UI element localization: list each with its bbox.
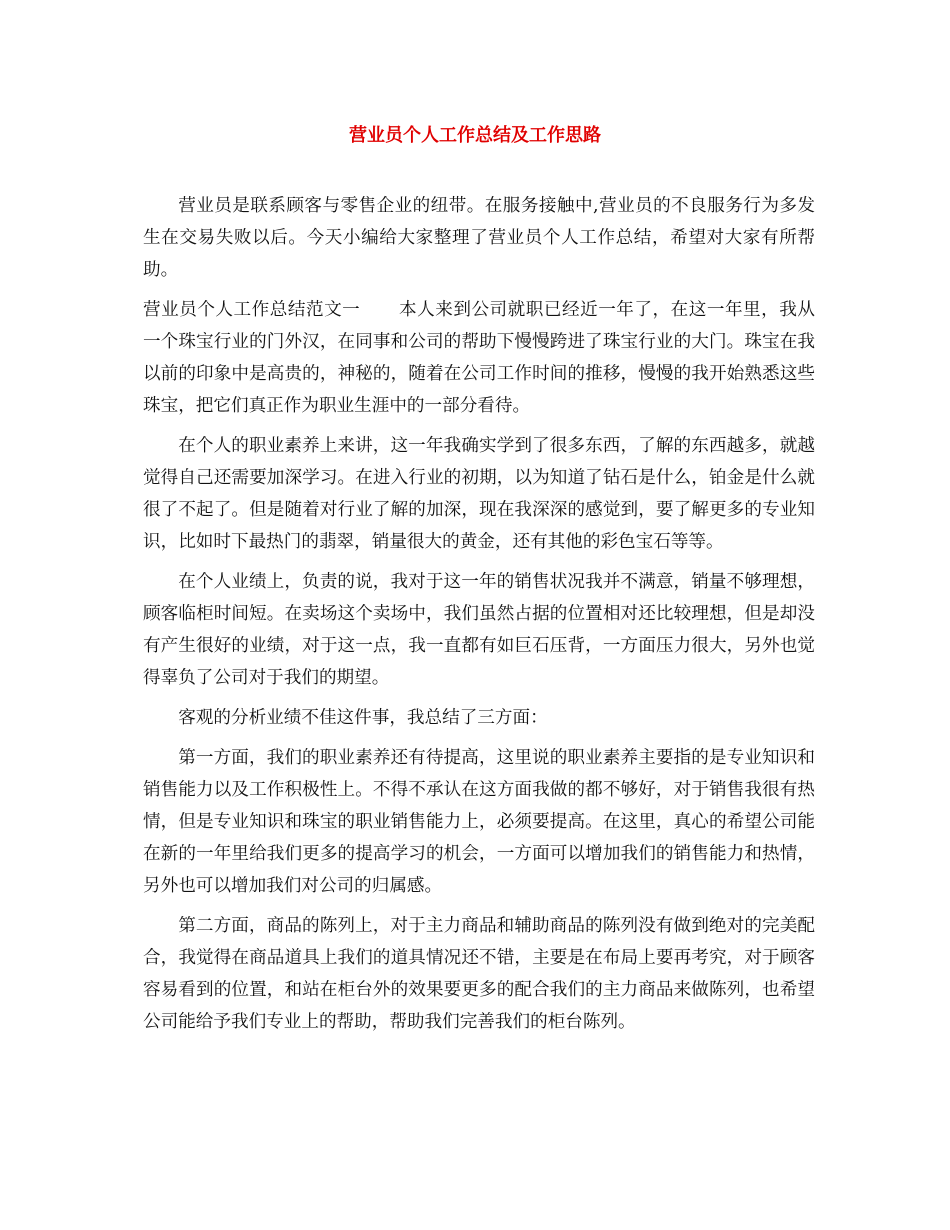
sample-heading: 营业员个人工作总结范文一 [143, 300, 361, 320]
paragraph-2: 在个人的职业素养上来讲，这一年我确实学到了很多东西，了解的东西越多，就越觉得自己还需要加深学习。在进入行业的初期，以为知道了钻石是什么，铂金是什么就很了不起了。但是随着对行业了解的加深，现在我深深的感觉到，要了解更多的专业知识，比如时下最热门的翡翠，销量很大的黄金，还有其他的彩色宝石等等。 [143, 436, 815, 552]
sample-paragraph-1 [143, 294, 815, 422]
intro-paragraph: 营业员是联系顾客与零售企业的纽带。在服务接触中,营业员的不良服务行为多发生在交易失败以后。今天小编给大家整理了营业员个人工作总结，希望对大家有所帮助。 [143, 196, 815, 280]
paragraph-6: 第二方面，商品的陈列上，对于主力商品和辅助商品的陈列没有做到绝对的完美配合，我觉得在商品道具上我们的道具情况还不错，主要是在布局上要再考究，对于顾客容易看到的位置，和站在柜台外的效果要更多的配合我们的主力商品来做陈列，也希望公司能给予我们专业上的帮助，帮助我们完善我们的柜台陈列。 [143, 916, 815, 1032]
paragraph-4: 客观的分析业绩不佳这件事，我总结了三方面： [178, 708, 548, 728]
paragraph-1-text: 本人来到公司就职已经近一年了，在这一年里，我从一个珠宝行业的门外汉，在同事和公司的帮助下慢慢跨进了珠宝行业的大门。珠宝在我以前的印象中是高贵的，神秘的，随着在公司工作时间的推移，慢慢的我开始熟悉这些珠宝，把它们真正作为职业生涯中的一部分看待。 [143, 300, 815, 416]
paragraph-5: 第一方面，我们的职业素养还有待提高，这里说的职业素养主要指的是专业知识和销售能力以及工作积极性上。不得不承认在这方面我做的都不够好，对于销售我很有热情，但是专业知识和珠宝的职业销售能力上，必须要提高。在这里，真心的希望公司能在新的一年里给我们更多的提高学习的机会，一方面可以增加我们的销售能力和热情，另外也可以增加我们对公司的归属感。 [143, 748, 815, 896]
document-body [143, 190, 815, 1046]
document-title: 营业员个人工作总结及工作思路 [349, 125, 601, 146]
paragraph-3: 在个人业绩上，负责的说，我对于这一年的销售状况我并不满意，销量不够理想，顾客临柜时间短。在卖场这个卖场中，我们虽然占据的位置相对还比较理想，但是却没有产生很好的业绩，对于这一点，我一直都有如巨石压背，一方面压力很大，另外也觉得辜负了公司对于我们的期望。 [143, 572, 815, 688]
